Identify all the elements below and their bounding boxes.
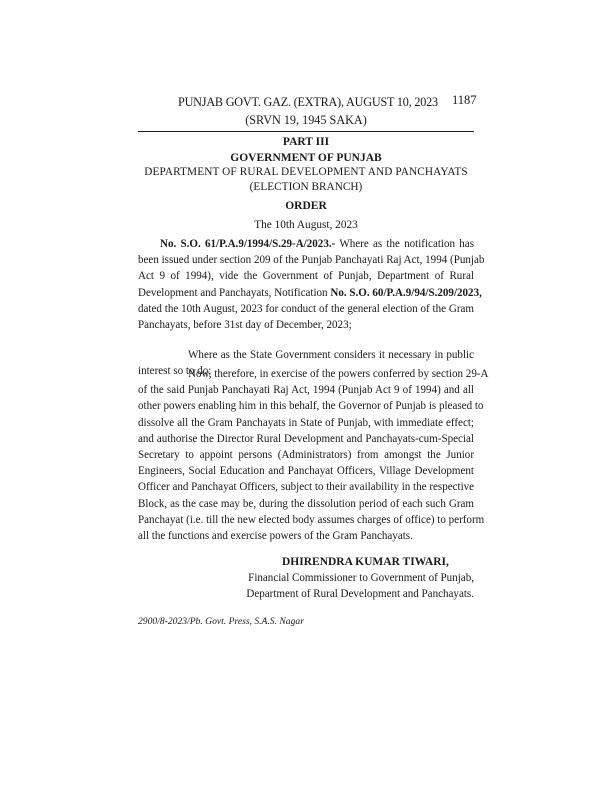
order-date: The 10th August, 2023 [254, 219, 358, 231]
paragraph-line: Panchayats, before 31st day of December, 2023; [138, 319, 352, 332]
paragraph-dissolution [138, 366, 489, 544]
part-heading: PART III [282, 136, 330, 148]
paragraph-line: and authorise the Director Rural Development and Panchayats-cum-Special [138, 432, 474, 445]
paragraph-line: of the said Punjab Panchayati Raj Act, 1994 (Punjab Act 9 of 1994) and all [138, 384, 474, 397]
department-heading: DEPARTMENT OF RURAL DEVELOPMENT AND PANCHAYATS [144, 166, 468, 178]
paragraph-line: all the functions and exercise powers of the Gram Panchayats. [138, 530, 413, 543]
notification-number: No. S.O. 60/P.A.9/94/S.209/2023, [330, 286, 482, 299]
signatory-name: DHIRENDRA KUMAR TIWARI, [282, 556, 449, 568]
saka-date-line: (SRVN 19, 1945 SAKA) [245, 113, 367, 127]
paragraph-line: Where as the State Government considers it necessary in public [188, 349, 474, 361]
branch-heading: (ELECTION BRANCH) [249, 181, 363, 193]
paragraph-line: Act 9 of 1994), vide the Government of Punjab, Department of Rural [138, 270, 474, 283]
paragraph-line: Officer and Panchayat Officers, subject to their availability in the respective [138, 481, 475, 494]
page-number: 1187 [452, 93, 477, 107]
paragraph-line: been issued under section 209 of the Punjab Panchayati Raj Act, 1994 (Punjab [138, 254, 485, 267]
government-heading: GOVERNMENT OF PUNJAB [230, 152, 382, 164]
paragraph-line: Development and Panchayats, Notification No. S.O. 60/P.A.9/94/S.209/2023, [138, 286, 482, 299]
paragraph-line: dated the 10th August, 2023 for conduct of the general election of the Gram [138, 302, 474, 315]
header-rule [138, 131, 474, 132]
paragraph-line: other powers enabling him in this behalf, the Governor of Punjab is pleased to [138, 400, 484, 413]
paragraph-notification [138, 236, 485, 333]
order-number: No. S.O. 61/P.A.9/1994/S.29-A/2023.- [160, 238, 336, 250]
gazette-title-line: PUNJAB GOVT. GAZ. (EXTRA), AUGUST 10, 2023 [178, 95, 438, 109]
paragraph-line: Block, as the case may be, during the dissolution period of each such Gram [138, 497, 474, 510]
paragraph-line: Now, therefore, in exercise of the powers conferred by section 29-A [188, 368, 489, 380]
order-title: ORDER [285, 200, 327, 212]
press-footer: 2900/8-2023/Pb. Govt. Press, S.A.S. Nagar [138, 616, 304, 627]
paragraph-line: interest so to do; [138, 365, 212, 378]
paragraph-line: dissolve all the Gram Panchayats in State of Punjab, with immediate effect; [138, 416, 474, 429]
paragraph-line: Engineers, Social Education and Panchayat Officers, Village Development [138, 465, 474, 478]
paragraph-line: Secretary to appoint persons (Administrators) from amongst the Junior [138, 449, 474, 462]
signatory-title: Financial Commissioner to Government of Punjab, [248, 572, 474, 584]
paragraph-line: No. S.O. 61/P.A.9/1994/S.29-A/2023.- Where as the notification has [160, 238, 474, 250]
paragraph-line: Panchayat (i.e. till the new elected body assumes charges of office) to perform [138, 513, 485, 526]
signatory-department: Department of Rural Development and Panchayats. [246, 588, 474, 600]
